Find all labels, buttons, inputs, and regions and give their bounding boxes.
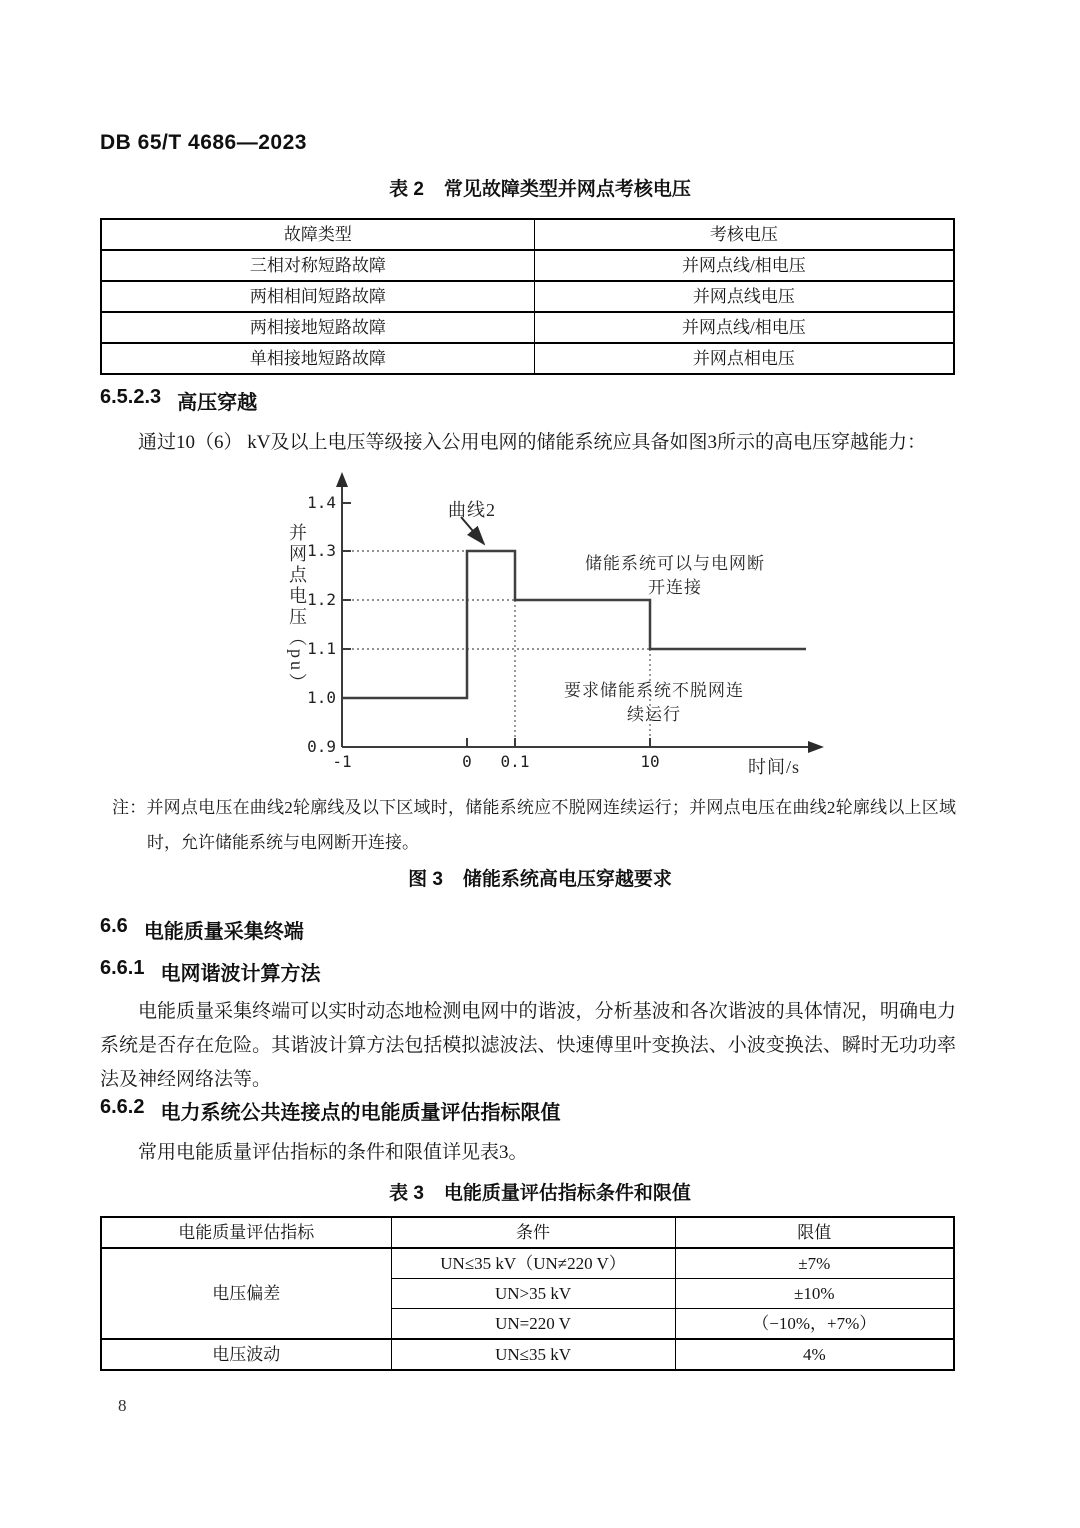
section-number: 6.6.1: [100, 957, 145, 979]
table-cell: （−10%，+7%）: [675, 1309, 954, 1340]
table2-caption: [0, 174, 1080, 201]
table3-caption: [0, 1178, 1080, 1205]
table2-caption-label: 表 2: [389, 179, 424, 200]
indicator-voltage-deviation: 电压偏差: [101, 1248, 391, 1339]
paragraph-harmonics: 电能质量采集终端可以实时动态地检测电网中的谐波，分析基波和各次谐波的具体情况，明确电力系统是否存在危险。其谐波计算方法包括模拟滤波法、快速傅里叶变换法、小波变换法、瞬时无功功率法及神经网络法等。: [100, 1001, 956, 1090]
section-number: 6.6: [100, 915, 128, 937]
section-heading-6-6: [100, 915, 304, 944]
doc-code: DB 65/T 4686—2023: [100, 131, 307, 154]
figure3-caption-name: 储能系统高电压穿越要求: [462, 869, 672, 890]
x-tick-label: -1: [332, 752, 352, 771]
annotation-line: 续运行: [627, 705, 681, 724]
table-cell: UN≤35 kV: [391, 1339, 675, 1370]
table2-header-fault-type: 故障类型: [101, 219, 534, 250]
table-cell: 并网点线/相电压: [534, 250, 954, 281]
table-row: [101, 1339, 954, 1370]
y-tick-label: 1.2: [307, 590, 336, 609]
figure3-note: [112, 790, 956, 860]
note-text: 并网点电压在曲线2轮廓线及以下区域时，储能系统应不脱网连续运行；并网点电压在曲线2轮廓线以上区域时，允许储能系统与电网断开连接。: [146, 798, 957, 852]
table-cell: 并网点线电压: [534, 281, 954, 312]
x-tick-label: 0.1: [500, 752, 530, 771]
figure3-chart: [0, 470, 1080, 782]
y-tick-label: 1.4: [307, 493, 336, 512]
y-axis-label: 并网点电压（pu）: [287, 522, 307, 694]
table-cell: 单相接地短路故障: [101, 343, 534, 374]
y-tick-label: 1.1: [307, 639, 336, 658]
table-cell: 三相对称短路故障: [101, 250, 534, 281]
table2-header-row: [101, 219, 954, 250]
section-title: 电力系统公共连接点的电能质量评估指标限值: [160, 1102, 561, 1124]
section-number: 6.5.2.3: [100, 386, 162, 408]
table-row: [101, 281, 954, 312]
table-cell: ±7%: [675, 1248, 954, 1279]
table-cell: UN>35 kV: [391, 1279, 675, 1309]
table3-caption-label: 表 3: [389, 1183, 424, 1204]
y-tick-label: 0.9: [307, 737, 336, 756]
annotation-line: 储能系统可以与电网断: [585, 554, 765, 573]
figure3-caption-label: 图 3: [408, 869, 443, 890]
chart-canvas: [0, 470, 1080, 782]
section-heading-6-6-1: [100, 957, 320, 986]
y-tick-label: 1.3: [307, 541, 336, 560]
annotation-line: 要求储能系统不脱网连: [564, 681, 744, 700]
table-cell: 并网点相电压: [534, 343, 954, 374]
table-row: [101, 250, 954, 281]
table3: [100, 1216, 955, 1371]
table2: [100, 218, 955, 375]
x-axis-label: 时间/s: [748, 757, 801, 777]
table2-header-check-voltage: 考核电压: [534, 219, 954, 250]
page-number: 8: [118, 1396, 127, 1415]
table3-header-row: [101, 1217, 954, 1248]
indicator-voltage-fluctuation: 电压波动: [101, 1339, 391, 1370]
section-title: 电网谐波计算方法: [160, 963, 321, 985]
table-cell: 4%: [675, 1339, 954, 1370]
table2-caption-name: 常见故障类型并网点考核电压: [443, 179, 691, 200]
annotation-line: 开连接: [648, 578, 702, 597]
y-axis-arrow-icon: [336, 472, 348, 487]
table-cell: 并网点线/相电压: [534, 312, 954, 343]
table-row: [101, 343, 954, 374]
x-tick-label: 10: [640, 752, 660, 771]
table-row: [101, 1248, 954, 1279]
table3-header-indicator: 电能质量评估指标: [101, 1217, 391, 1248]
x-axis-arrow-icon: [808, 741, 824, 753]
paragraph-hvrt-intro: 通过10（6） kV及以上电压等级接入公用电网的储能系统应具备如图3所示的高电压穿越能力：: [138, 432, 926, 453]
table3-caption-name: 电能质量评估指标条件和限值: [443, 1183, 691, 1204]
annotation-may-disconnect: [553, 552, 797, 600]
note-label: 注：: [112, 798, 147, 817]
section-title: 电能质量采集终端: [143, 921, 304, 943]
annotation-stay-connected: [532, 679, 776, 727]
table-cell: UN=220 V: [391, 1309, 675, 1340]
table3-header-condition: 条件: [391, 1217, 675, 1248]
figure3-caption: [0, 864, 1080, 891]
section-number: 6.6.2: [100, 1096, 145, 1118]
table-cell: 两相接地短路故障: [101, 312, 534, 343]
table-cell: UN≤35 kV（UN≠220 V）: [391, 1248, 675, 1279]
y-tick-label: 1.0: [307, 688, 336, 707]
table-row: [101, 312, 954, 343]
curve-label: 曲线2: [448, 500, 496, 520]
table-cell: ±10%: [675, 1279, 954, 1309]
x-tick-label: 0: [462, 752, 472, 771]
section-heading-6-5-2-3: [100, 386, 257, 415]
section-heading-6-6-2: [100, 1096, 560, 1125]
table3-header-limit: 限值: [675, 1217, 954, 1248]
table-cell: 两相相间短路故障: [101, 281, 534, 312]
paragraph-table3-ref: 常用电能质量评估指标的条件和限值详见表3。: [138, 1142, 528, 1163]
section-title: 高压穿越: [177, 392, 258, 414]
